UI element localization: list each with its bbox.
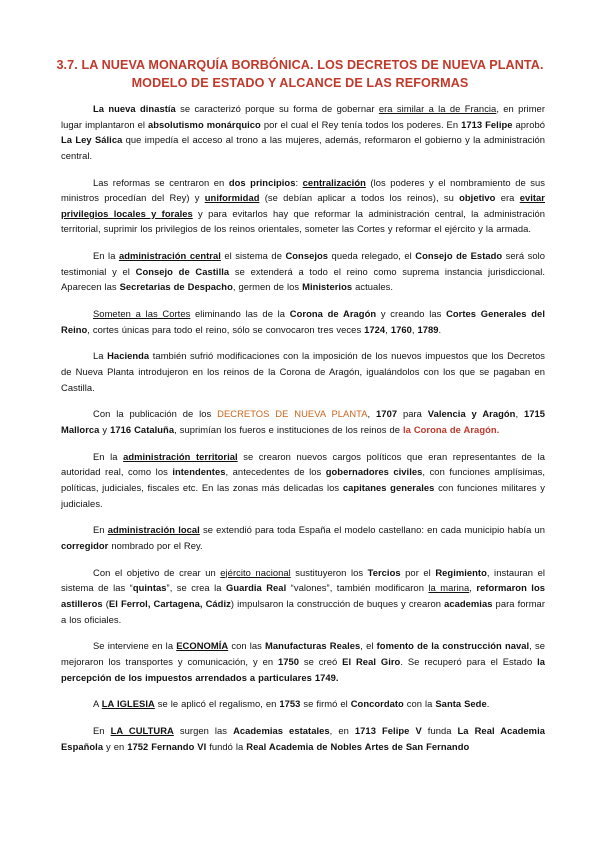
text: y [99,424,111,436]
text-bold: fomento de la construcción naval [376,640,530,652]
text-bold-underline [102,698,155,709]
text-bold: dos principios [228,176,296,188]
text: se caracterizó porque su forma de gobernar [175,103,379,114]
text: eliminando las de la [190,308,290,320]
text: , [469,582,477,594]
text: queda relegado, el [328,250,416,262]
text: , germen de los [232,281,303,293]
text-bold: Corona de Aragón [289,308,377,320]
text-bold: Hacienda [107,350,150,362]
text: (se debían aplicar a todos los reinos), su [259,192,460,204]
text-bold: intendentes [172,466,226,478]
text: nombrado por el Rey. [108,539,203,551]
text: sustituyeron los [290,566,368,578]
paragraph-hacienda [61,348,545,395]
text: , cortes únicas para todo el reino, sólo se convocaron tres veces [87,323,365,335]
text: con funciones militares y judiciales. [61,482,545,509]
text: La [93,350,108,362]
text: En la [93,250,119,262]
text-bold-underline [123,451,238,462]
text: . [486,698,490,710]
text: se le aplicó el regalismo, en [154,698,280,710]
text-bold-underline [303,177,366,188]
text-underline: LA IGLESIA [101,698,155,710]
text: “valones”, también modificaron [286,582,429,594]
paragraph-iglesia [61,696,545,712]
text: , antecedentes de los [225,466,326,478]
text-bold: la percepción de los impuestos arrendados a particulares 1749. [61,655,546,683]
text-highlight: DECRETOS DE NUEVA PLANTA [217,408,368,420]
text: ) impulsaron la construcción de buques y crearon [230,597,445,609]
text-underline: administración territorial [123,450,238,462]
text-bold: Consejos [285,250,329,262]
text: , en primer lugar implantaron el [61,103,545,130]
text: para [397,408,428,420]
text-bold: Secretarias de Despacho [119,281,233,293]
text-bold-underline [111,725,174,736]
text: . [438,323,442,335]
text-bold: Regimiento [435,566,487,578]
text: ”, se crea la [166,582,226,594]
text: A [93,698,102,710]
text: y creando las [376,308,447,320]
text: para formar a los oficiales. [61,597,545,625]
paragraph-ejercito [61,565,545,627]
text-bold: 1752 Fernando VI [127,740,207,752]
text-underline: administración local [107,524,200,536]
text: con la [403,698,436,710]
text-bold: 1716 Cataluña [110,424,175,436]
text-bold: 1760 [390,323,412,335]
text-bold-underline [108,524,200,535]
text: también sufrió modificaciones con la imposición de los nuevos impuestos que los Decretos de Nueva Planta introdujeron en los reinos de la Corona de Aragón, igualándolos con los que se pagaban en Castilla. [61,350,545,393]
text: , en [329,725,355,737]
text-bold: Consejo de Estado [415,250,503,262]
text-bold: 1707 [376,408,398,420]
paragraph-reformas [61,175,545,237]
text-underline: evitar privilegios locales y forales [61,192,546,219]
text-bold: 1713 Felipe [461,118,513,130]
text: se extenderá a todo el reino como suprema instancia jurisdiccional. Aparecen las [61,265,546,293]
text-underline: la marina [428,582,470,594]
text-bold: absolutismo monárquico [147,118,261,130]
text-bold: objetivo [459,192,496,204]
text-bold: La Real Academia Española [61,725,545,752]
text-bold: 1724 [364,323,386,335]
text: era [495,192,520,204]
text-bold: academias [444,597,493,609]
text-bold: Felipe V [382,725,422,737]
text: Con el objetivo de crear un [93,566,221,578]
text-bold: reformaron los astilleros [61,582,546,609]
paragraph-cultura [61,723,545,754]
document-body [61,101,545,765]
paragraph-administracion-local [61,522,545,553]
text-bold: 1753 [279,698,301,710]
text-bold: El Ferrol, Cartagena, Cádiz [108,597,231,609]
text: será solo testimonial y el [61,250,545,277]
text: surgen las [173,725,234,737]
text: y para evitarlos hay que reformar la administración central, la administración territorial, suprimir los privilegios de los reinos orientales, someter las Cortes y reformar el ejército y la armada. [61,207,545,235]
text-underline: era similar a la de Francia [378,103,497,114]
text-bold: El Real Giro [342,655,401,667]
text: , el [360,640,377,652]
paragraph-economia [61,638,545,685]
text: fundó la [206,740,247,752]
text-bold-underline [119,250,221,261]
text-bold-underline [176,640,228,651]
text: se crearon nuevos cargos políticos que eran representantes de la autoridad real, como los [61,450,546,478]
text: , [515,408,524,420]
paragraph-decretos [61,406,545,437]
text: se creó [299,655,343,667]
text-bold: 1713 [354,725,376,737]
text: con las [228,640,266,652]
text-underline: centralización [302,176,366,188]
text: Se interviene en la [93,640,177,652]
text: , [367,408,377,420]
paragraph-cortes [61,306,545,337]
text-bold: Tercios [367,566,401,578]
text-underline: ECONOMÍA [176,640,229,652]
text-bold: 1789 [417,323,439,335]
text-bold: Consejo de Castilla [135,265,230,277]
text-bold: Ministerios [302,281,353,293]
text: el sistema de [220,250,286,262]
text-bold: quintas [132,582,167,594]
text-bold: Santa Sede [435,698,487,710]
text: , [411,323,418,335]
text-underline: Someten a las Cortes [93,308,191,320]
text-bold: Manufacturas Reales [265,640,361,652]
text: ( [102,597,109,609]
text-bold: Cortes Generales del Reino [61,308,545,335]
text: actuales. [352,281,394,293]
text: que impedía el acceso al trono a las mujeres, además, reformaron el gobierno y la administración central. [61,134,545,161]
text-bold: 1715 Mallorca [61,408,546,436]
text: En [93,725,111,737]
text: se firmó el [300,698,351,710]
paragraph-dinastia [61,101,545,163]
text: , con funciones amplísimas, políticas, judiciales, fiscales etc. En las zonas más delicadas los [61,466,545,493]
text-bold: corregidor [61,539,109,551]
text: Con la publicación de los [93,408,218,420]
paragraph-administracion-territorial [61,449,545,511]
text: , suprimían los fueros e instituciones de los reinos de [174,424,403,436]
text-bold: 1750 [277,655,300,667]
text: . Se recuperó para el Estado [400,655,538,667]
text-bold: Concordato [350,698,404,710]
text: , se mejoraron los transportes y comunicación, y en [61,640,545,667]
text-bold: Academias estatales [233,725,330,737]
text: , instauran el sistema de las “ [61,566,545,594]
text-bold-underline [205,192,260,203]
title-line-1: 3.7. LA NUEVA MONARQUÍA BORBÓNICA. LOS DECRETOS DE NUEVA PLANTA. [56,58,544,72]
text-underline: uniformidad [204,192,260,204]
text-bold: La nueva dinastía [93,103,176,114]
text-underline: LA CULTURA [110,725,174,737]
text: por el cual el Rey tenía todos los poderes. En [260,118,462,130]
text: : [295,176,303,188]
text-underline: administración central [118,250,221,262]
text-underline: ejército nacional [220,566,291,578]
text: aprobó [512,118,545,130]
text: y en [103,740,128,752]
text-bold: Guardia Real [226,582,287,594]
text: En la [93,450,124,462]
text-bold: capitanes generales [342,482,435,493]
title-line-2: MODELO DE ESTADO Y ALCANCE DE LAS REFORMAS [131,76,469,90]
text-bold-red: la Corona de Aragón. [402,424,500,436]
paragraph-administracion-central [61,248,545,295]
text-bold: Real Academia de Nobles Artes de San Fernando [246,740,470,752]
text-bold: La Ley Sálica [61,134,123,146]
text: se extendió para toda España el modelo castellano: en cada municipio había un [199,524,545,536]
page-title [40,56,560,92]
text: (los poderes y el nombramiento de sus ministros procedían del Rey) y [61,176,546,204]
text: , [385,323,391,335]
text: Las reformas se centraron en [93,176,229,188]
text-bold: gobernadores civiles [325,466,423,478]
text-bold: Valencia y Aragón [427,408,516,420]
text: funda [421,725,458,737]
text: por el [400,566,436,578]
text: En [93,524,108,536]
